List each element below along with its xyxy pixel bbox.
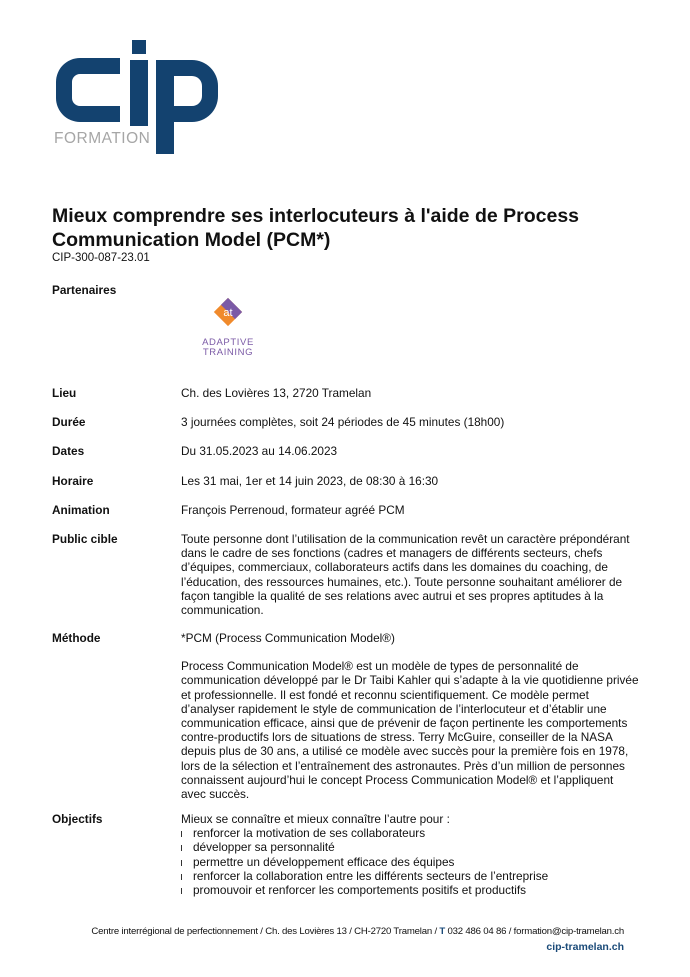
list-item: promouvoir et renforcer les comportements positifs et productifs (181, 883, 641, 897)
lieu-label: Lieu (52, 386, 77, 400)
course-code: CIP-300-087-23.01 (52, 252, 150, 264)
logo-subtitle: FORMATION (54, 130, 151, 147)
svg-text:TRAINING: TRAINING (202, 347, 254, 358)
public-cible-label: Public cible (52, 532, 118, 546)
animation-label: Animation (52, 503, 110, 517)
objectifs-value (181, 812, 641, 897)
footer-contact: 032 486 04 86 / formation@cip-tramelan.ch (445, 926, 624, 937)
lieu-value: Ch. des Lovières 13, 2720 Tramelan (181, 386, 372, 400)
objectifs-label: Objectifs (52, 812, 103, 826)
horaire-value: Les 31 mai, 1er et 14 juin 2023, de 08:30 à 16:30 (181, 474, 439, 488)
methode-label: Méthode (52, 631, 101, 645)
cip-formation-logo (52, 36, 242, 156)
list-item: renforcer la collaboration entre les différents secteurs de l’entreprise (181, 869, 641, 883)
footer-website-link[interactable]: cip-tramelan.ch (546, 941, 624, 953)
course-title: Mieux comprendre ses interlocuteurs à l'aide de Process Communication Model (PCM*) (52, 205, 580, 251)
objectifs-intro: Mieux se connaître et mieux connaître l’autre pour : (181, 812, 450, 826)
methode-intro: *PCM (Process Communication Model®) (181, 631, 395, 645)
partners-label: Partenaires (52, 283, 117, 297)
duree-value: 3 journées complètes, soit 24 périodes de 45 minutes (18h00) (181, 415, 505, 429)
dates-value: Du 31.05.2023 au 14.06.2023 (181, 444, 338, 458)
dates-label: Dates (52, 444, 85, 458)
animation-value: François Perrenoud, formateur agréé PCM (181, 503, 405, 517)
duree-label: Durée (52, 415, 86, 429)
list-item: renforcer la motivation de ses collaborateurs (181, 826, 641, 840)
methode-value (181, 631, 641, 813)
horaire-label: Horaire (52, 474, 94, 488)
public-cible-value: Toute personne dont l’utilisation de la communication revêt un caractère prépondérant dans le cadre de ses fonctions (cadres et managers de différents secteurs, chefs d’équipes, commerciaux, collaborateurs actifs dans les domaines du coaching, de l’éducation, des ressources humaines, etc.). Toute personne souhaitant améliorer de façon tangible la qualité de ses relations avec autrui et ses propres aptitudes à la communication. (181, 532, 630, 618)
adaptive-training-logo (186, 282, 270, 362)
svg-text:ADAPTIVE: ADAPTIVE (202, 337, 254, 348)
methode-description: Process Communication Model® est un modèle de types de personnalité de communication développé par le Dr Taibi Kahler qui s’adapte à la vie quotidienne privée et professionnelle. Il est fondé et reconnu scientifiquement. Ce modèle permet d’analyser rapidement le style de communication de l’interlocuteur et d’établir une communication efficace, ainsi que de prévenir de façon pertinente les comportements contre-productifs lors de situations de stress. Terry McGuire, conseiller de la NASA depuis plus de 30 ans, a utilisé ce modèle avec succès pour la première fois en 1978, lors de la sélection et l’entraînement des astronautes. Près d’un million de personnes connaissent aujourd’hui le concept Process Communication Model® et l’appliquent avec succès. (181, 659, 639, 802)
objectifs-list (181, 826, 641, 897)
footer-address: Centre interrégional de perfectionnement / Ch. des Lovières 13 / CH-2720 Tramelan / T 032 486 04 86 / formation@cip-tramelan.ch (91, 926, 624, 937)
list-item: développer sa personnalité (181, 840, 641, 854)
list-item: permettre un développement efficace des équipes (181, 855, 641, 869)
svg-text:at: at (223, 307, 233, 319)
